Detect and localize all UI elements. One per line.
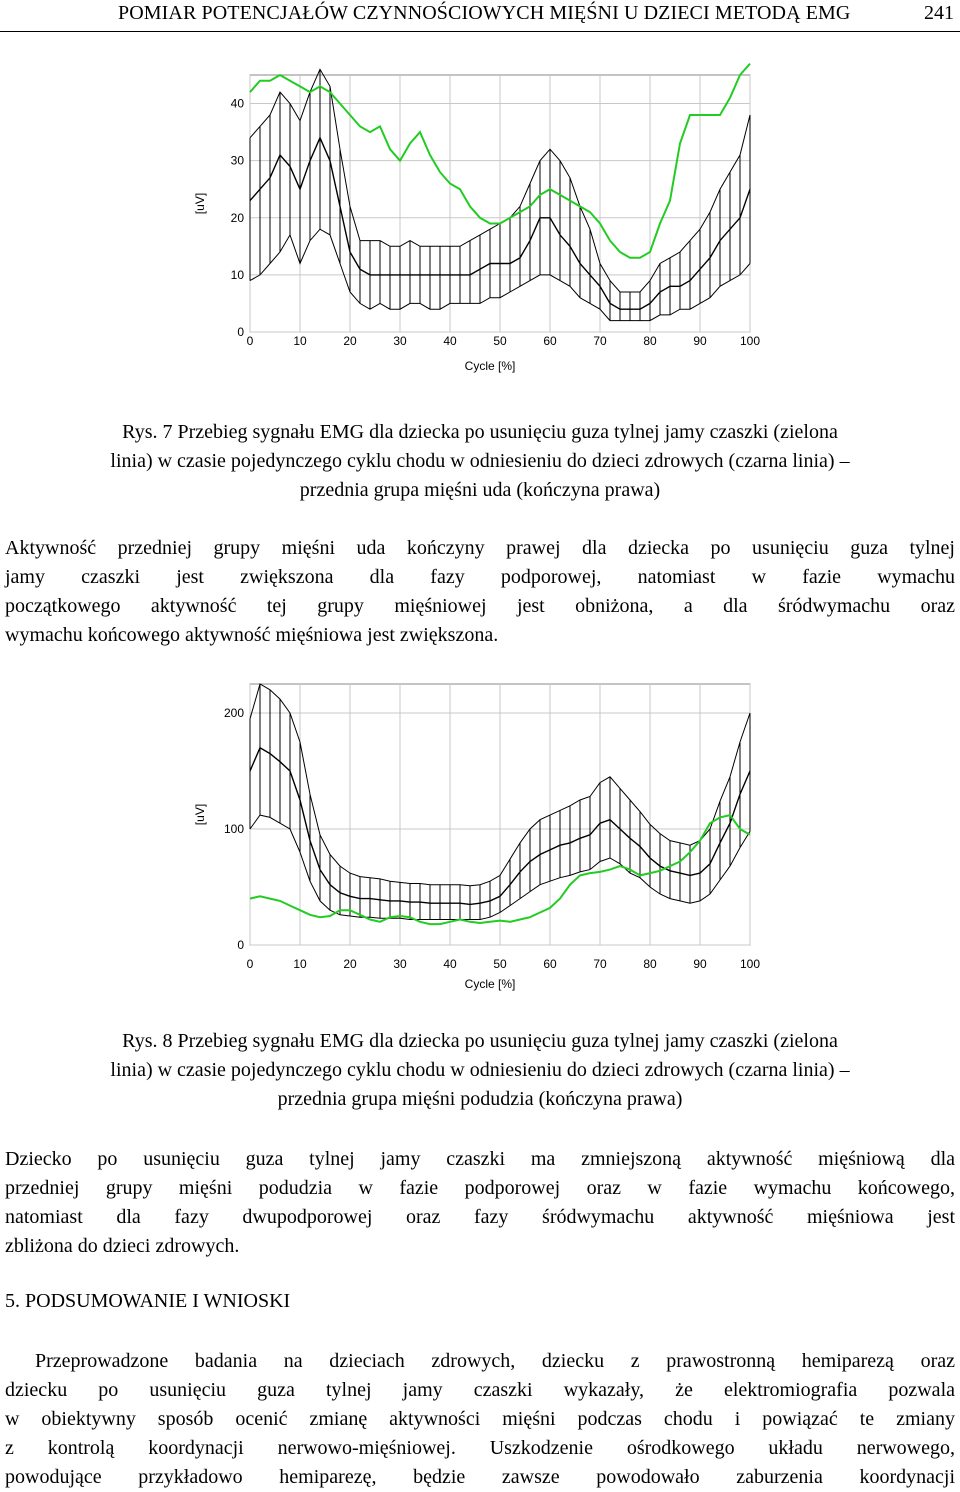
section-heading: 5. PODSUMOWANIE I WNIOSKI [5,1290,291,1312]
text-line: zbliżona do dzieci zdrowych. [5,1235,240,1257]
x-tick-label: 80 [643,334,657,348]
y-tick-label: 10 [230,267,244,282]
caption-line: Rys. 7 Przebieg sygnału EMG dla dziecka po usunięciu guza tylnej jamy czaszki (zielona [122,421,838,443]
figure-7-caption [0,418,960,505]
text-line: z kontrolą koordynacji nerwowo-mięśniowej. Uszkodzenie ośrodkowego układu nerwowego, [5,1437,955,1459]
text-line: przedniej grupy mięśni podudzia w fazie podporowej oraz w fazie wymachu końcowego, [5,1177,955,1199]
x-tick-label: 40 [443,334,457,348]
y-tick-label: 0 [237,938,244,952]
y-tick-label: 30 [230,153,244,168]
x-tick-label: 70 [593,957,607,971]
running-header [0,0,960,32]
text-line: natomiast dla fazy dwupodporowej oraz fazy śródwymachu aktywność mięśniowa jest [5,1206,955,1228]
y-tick-label: 20 [230,210,244,225]
x-tick-label: 10 [293,957,307,971]
figure-8-caption [0,1027,960,1114]
x-tick-label: 100 [739,957,760,971]
text-line: dziecku po usunięciu guza tylnej jamy czaszki wykazały, że elektromiografia pozwala [5,1379,955,1401]
x-tick-label: 0 [246,957,254,971]
y-tick-label: 100 [223,822,244,836]
x-tick-label: 20 [343,957,357,971]
page-number: 241 [924,2,954,24]
x-tick-label: 20 [343,334,357,348]
paragraph-shank-activity [5,1145,955,1261]
paragraph-conclusions [5,1347,955,1492]
x-tick-label: 60 [543,334,557,348]
x-tick-label: 0 [246,334,254,348]
y-axis-label: [uV] [193,803,207,826]
running-header-title: POMIAR POTENCJAŁÓW CZYNNOŚCIOWYCH MIĘŚNI U DZIECI METODĄ EMG [118,2,851,24]
text-line: Dziecko po usunięciu guza tylnej jamy czaszki ma zmniejszoną aktywność mięśniową dla [5,1148,955,1170]
caption-line: przednia grupa mięśni uda (kończyna prawa) [299,479,661,501]
x-tick-label: 30 [393,957,407,971]
figure-8-emg-chart [190,678,760,1003]
x-tick-label: 90 [693,957,707,971]
caption-line: linia) w czasie pojedynczego cyklu chodu w odniesieniu do dzieci zdrowych (czarna linia) – [110,1059,850,1081]
paragraph-thigh-activity [5,534,955,650]
text-line: wymachu końcowego aktywność mięśniowa jest zwiększona. [5,624,499,646]
x-tick-label: 100 [739,334,760,348]
x-tick-label: 50 [493,957,507,971]
x-tick-label: 80 [643,957,657,971]
text-line: początkowego aktywność tej grupy mięśniowej jest obniżona, a dla śródwymachu oraz [5,595,955,617]
caption-line: Rys. 8 Przebieg sygnału EMG dla dziecka po usunięciu guza tylnej jamy czaszki (zielona [122,1030,838,1052]
x-tick-label: 60 [543,957,557,971]
y-axis-label: [uV] [193,192,207,215]
x-tick-label: 90 [693,334,707,348]
x-tick-label: 30 [393,334,407,348]
caption-line: przednia grupa mięśni podudzia (kończyna prawa) [277,1088,683,1110]
x-tick-label: 40 [443,957,457,971]
x-tick-label: 10 [293,334,307,348]
x-axis-label: Cycle [%] [464,359,516,373]
x-axis-label: Cycle [%] [464,977,516,991]
text-line: w obiektywny sposób ocenić zmianę aktywności mięśni podczas chodu i powiązać te zmiany [5,1408,955,1430]
text-line: jamy czaszki jest zwiększona dla fazy podporowej, natomiast w fazie wymachu [5,566,955,588]
x-tick-label: 50 [493,334,507,348]
text-line: powodujące przykładowo hemiparezę, będzie zawsze powodowało zaburzenia koordynacji [5,1466,955,1488]
x-tick-label: 70 [593,334,607,348]
y-tick-label: 0 [237,325,244,339]
y-tick-label: 200 [223,706,244,720]
caption-line: linia) w czasie pojedynczego cyklu chodu w odniesieniu do dzieci zdrowych (czarna linia) – [110,450,850,472]
figure-7-emg-chart [190,40,760,388]
text-line: Przeprowadzone badania na dzieciach zdrowych, dziecku z prawostronną hemiparezą oraz [35,1350,955,1372]
y-tick-label: 40 [230,96,244,111]
text-line: Aktywność przedniej grupy mięśni uda kończyny prawej dla dziecka po usunięciu guza tylnej [5,537,955,559]
